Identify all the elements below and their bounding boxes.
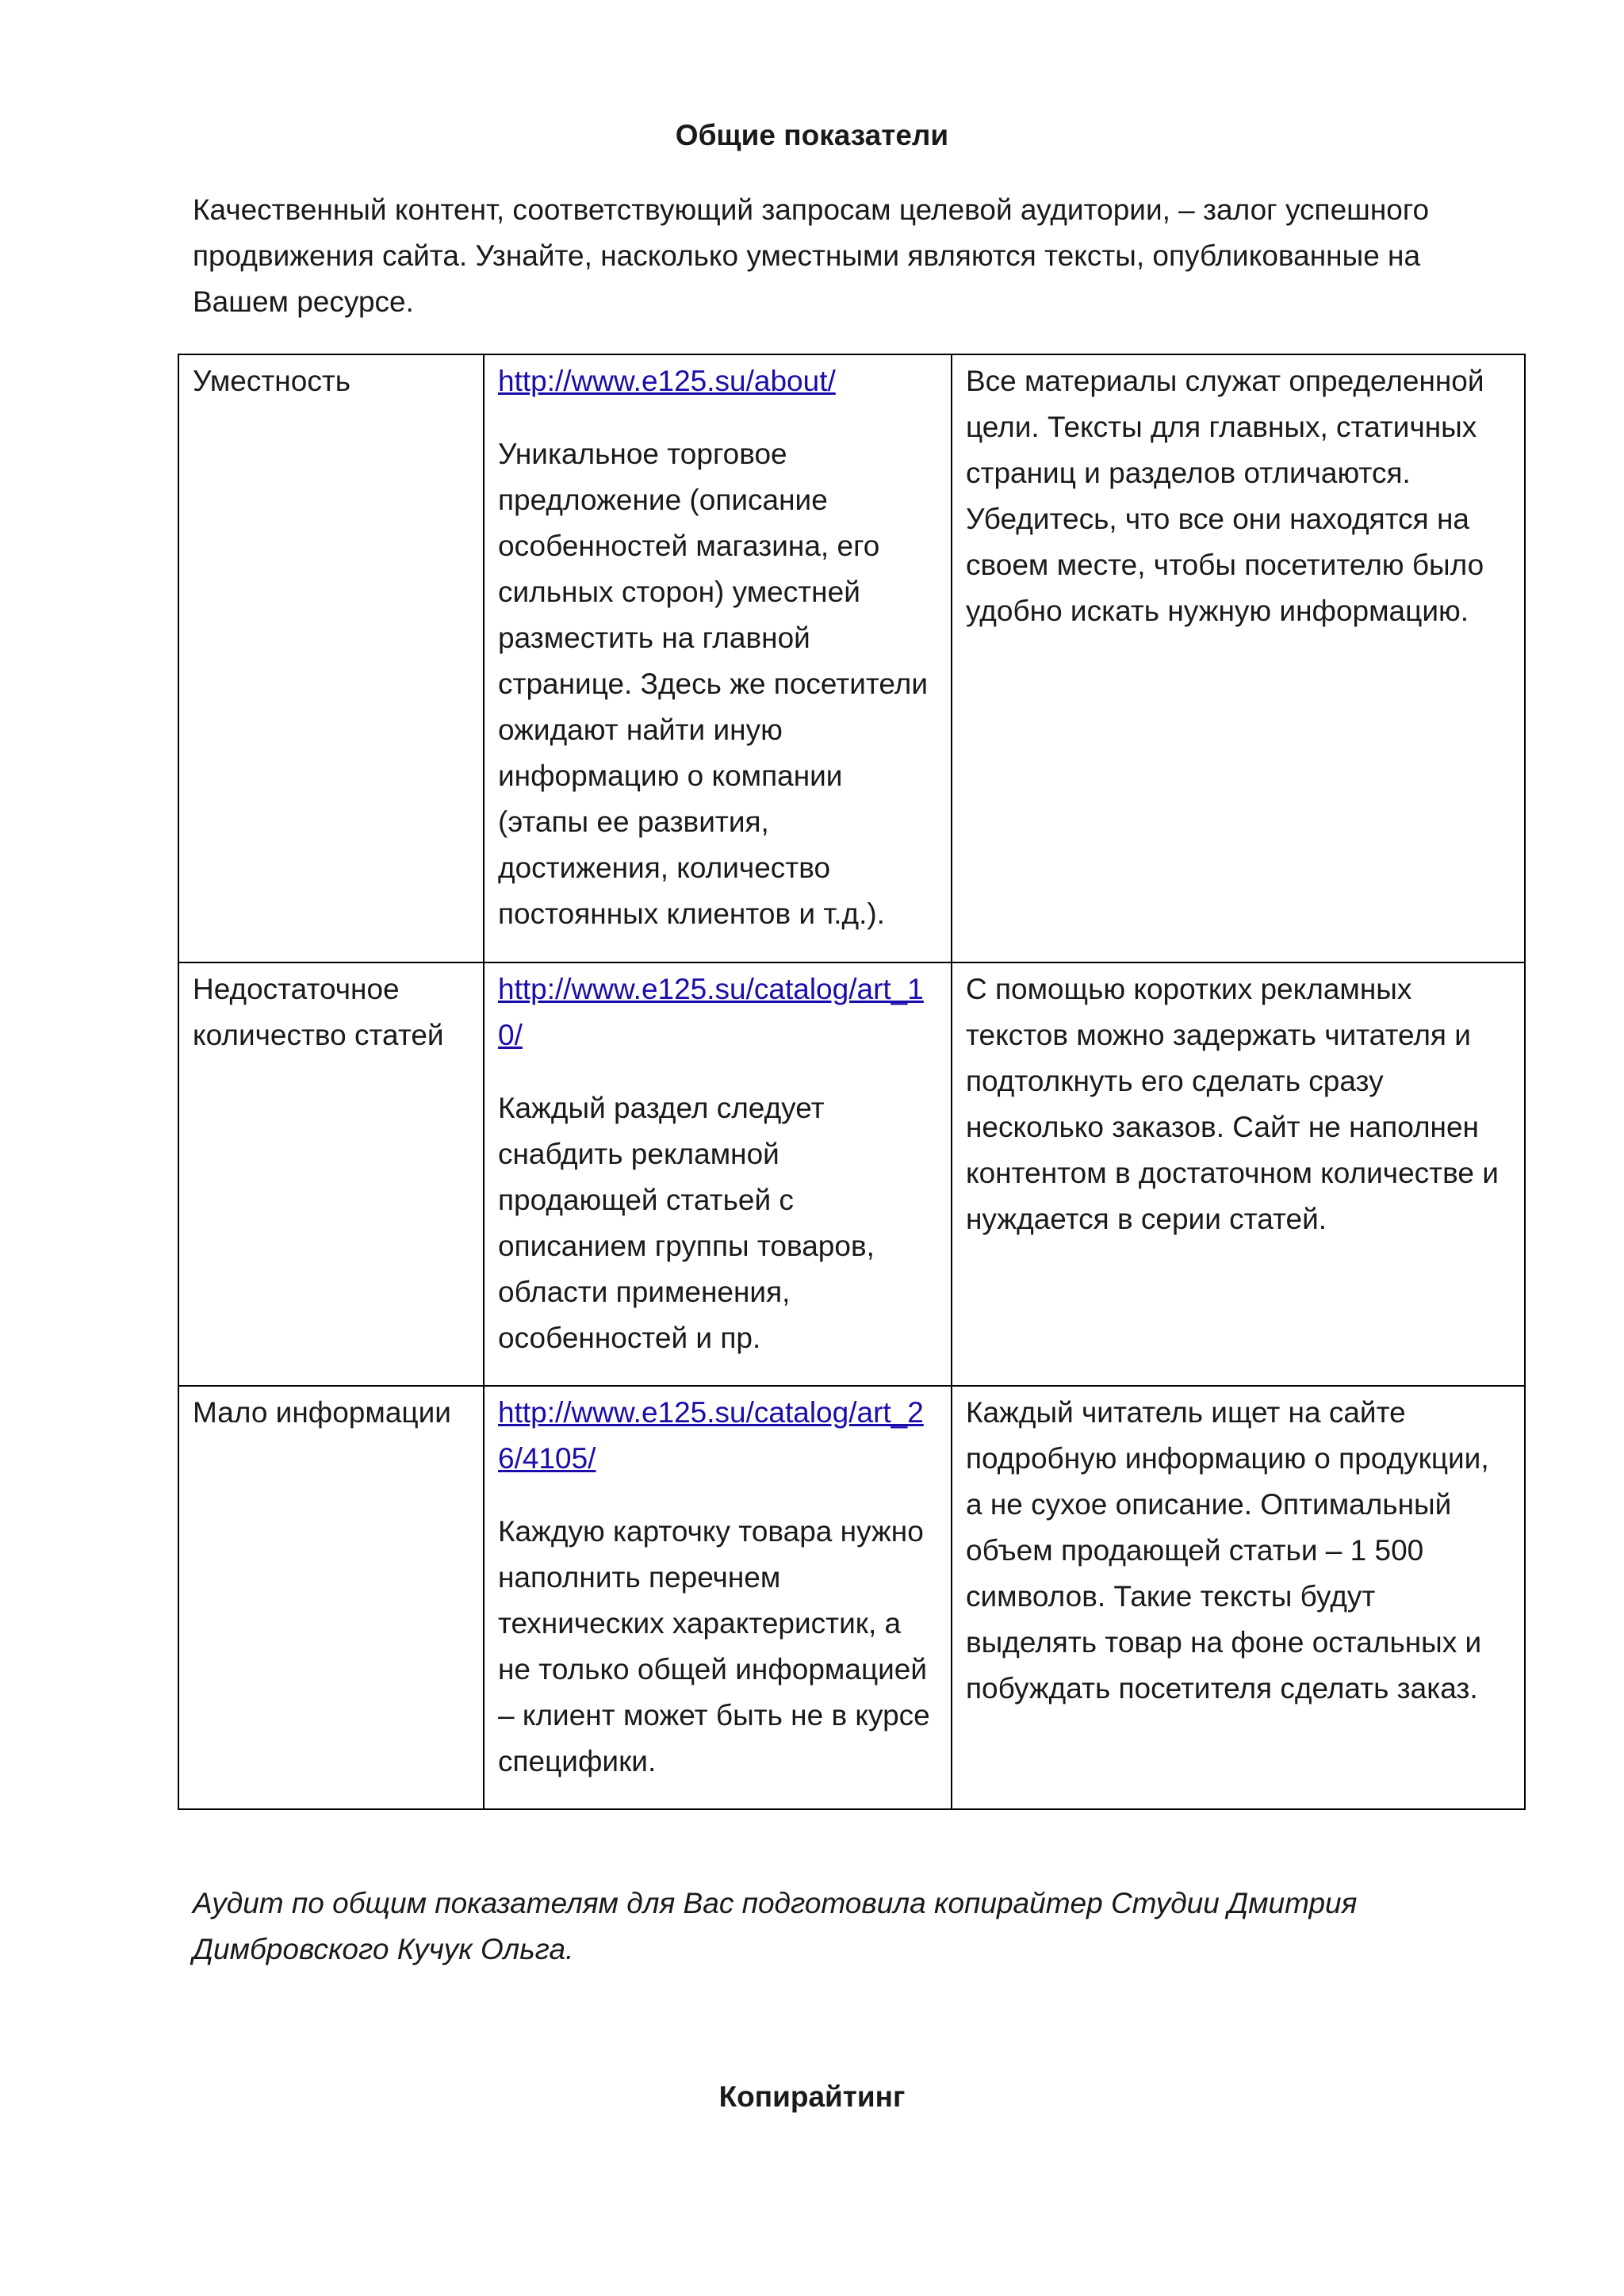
intro-paragraph: Качественный контент, соответствующий запросам целевой аудитории, – залог успешного продвижения сайта. Узнайте, насколько уместными являются тексты, опубликованные на Вашем ресурсе. <box>193 193 1430 318</box>
table-row <box>178 1386 1525 1809</box>
row-label: Мало информации <box>193 1396 451 1429</box>
row-link-cell <box>484 1386 952 1809</box>
row-link-cell <box>484 962 952 1386</box>
row-comment: Каждый читатель ищет на сайте подробную информацию о продукции, а не сухое описание. Оптимальный объем продающей статьи – 1 500 символов. Такие тексты будут выделять товар на фоне остальных и побуждать посетителя сделать заказ. <box>966 1396 1489 1705</box>
table-row <box>178 962 1525 1386</box>
page-link[interactable]: http://www.e125.su/catalog/art_10/ <box>498 973 924 1051</box>
row-comment-cell <box>952 962 1525 1386</box>
page-link[interactable]: http://www.e125.su/about/ <box>498 365 836 397</box>
next-section-heading: Копирайтинг <box>718 2080 906 2113</box>
audit-table <box>178 354 1526 1810</box>
row-comment-cell <box>952 1386 1525 1809</box>
row-label: Уместность <box>193 365 351 397</box>
row-comment: Все материалы служат определенной цели. Тексты для главных, статичных страниц и разделов отличаются. Убедитесь, что все они находятся на своем месте, чтобы посетителю было удобно искать нужную информацию. <box>966 365 1484 627</box>
table-row <box>178 354 1525 962</box>
row-label: Недостаточное количество статей <box>193 973 444 1051</box>
row-description: Каждую карточку товара нужно наполнить перечнем технических характеристик, а не только общей информацией – клиент может быть не в курсе специфики. <box>498 1515 930 1777</box>
row-link-cell <box>484 354 952 962</box>
row-description: Уникальное торговое предложение (описание особенностей магазина, его сильных сторон) уместней разместить на главной странице. Здесь же посетители ожидают найти иную информацию о компании (этапы ее развития, достижения, количество постоянных клиентов и т.д.). <box>498 438 929 930</box>
row-label-cell <box>178 962 484 1386</box>
author-note: Аудит по общим показателям для Вас подготовила копирайтер Студии Дмитрия Димбровского Кучук Ольга. <box>193 1887 1358 1965</box>
row-description: Каждый раздел следует снабдить рекламной продающей статьей с описанием группы товаров, области применения, особенностей и пр. <box>498 1092 875 1354</box>
section-heading: Общие показатели <box>675 119 949 151</box>
row-comment-cell <box>952 354 1525 962</box>
page-link[interactable]: http://www.e125.su/catalog/art_26/4105/ <box>498 1396 924 1475</box>
row-label-cell <box>178 354 484 962</box>
row-comment: С помощью коротких рекламных текстов можно задержать читателя и подтолкнуть его сделать сразу несколько заказов. Сайт не наполнен контентом в достаточном количестве и нуждается в серии статей. <box>966 973 1499 1235</box>
row-label-cell <box>178 1386 484 1809</box>
